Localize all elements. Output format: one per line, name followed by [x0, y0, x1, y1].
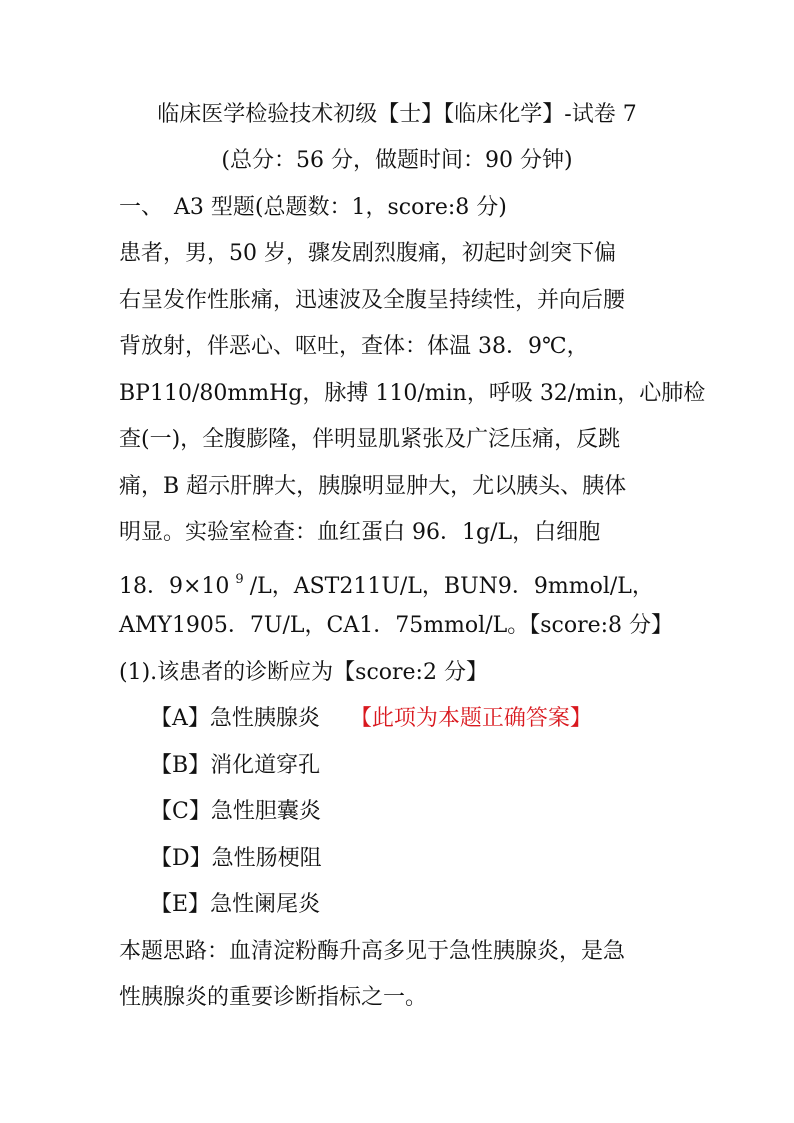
case-line: BP110/80mmHg，脉搏 110/min，呼吸 32/min，心肺检 [119, 381, 706, 406]
option-key: 【A】 [150, 706, 210, 731]
option-key: 【B】 [150, 753, 211, 778]
case-line: 患者，男，50 岁，骤发剧烈腹痛，初起时剑突下偏 [119, 241, 616, 266]
explanation-line: 本题思路：血清淀粉酶升高多见于急性胰腺炎，是急 [119, 939, 626, 964]
wbc-prefix: 18．9×10 [119, 574, 230, 599]
case-line-wbc [119, 564, 679, 603]
wbc-exponent: 9 [235, 572, 244, 587]
option-key: 【D】 [150, 846, 212, 871]
option-text: 消化道穿孔 [210, 753, 321, 778]
option-key: 【E】 [150, 892, 211, 917]
option-e [150, 889, 710, 921]
option-a [150, 703, 710, 735]
option-c [150, 796, 710, 828]
case-line: 明显。实验室检查：血红蛋白 96．1g/L，白细胞 [119, 520, 601, 545]
case-line: 背放射，伴恶心、呕吐，查体：体温 38．9℃， [119, 334, 589, 359]
case-line: 痛，B 超示肝脾大，胰腺明显肿大，尤以胰头、胰体 [119, 474, 627, 499]
option-b [150, 750, 710, 782]
option-text: 急性胆囊炎 [210, 799, 321, 824]
wbc-suffix: /L，AST211U/L，BUN9．9mmol/L， [249, 574, 654, 599]
option-d [150, 843, 710, 875]
correct-answer-mark: 【此项为本题正确答案】 [349, 706, 592, 731]
option-text: 急性胰腺炎 [209, 706, 320, 731]
exam-title: 临床医学检验技术初级【士】【临床化学】-试卷 7 [157, 102, 637, 127]
case-line: 右呈发作性胀痛，迅速波及全腹呈持续性，并向后腰 [119, 288, 626, 313]
option-text: 急性阑尾炎 [210, 892, 321, 917]
case-line: AMY1905．7U/L，CA1．75mmol/L。【score:8 分】 [119, 613, 674, 638]
section-heading: 一、 A3 型题(总题数：1，score:8 分) [119, 195, 507, 220]
exam-meta: (总分：56 分，做题时间：90 分钟) [221, 148, 573, 173]
question-stem: (1).该患者的诊断应为【score:2 分】 [119, 660, 488, 685]
option-key: 【C】 [150, 799, 211, 824]
option-text: 急性肠梗阻 [211, 846, 322, 871]
case-line: 查(一)，全腹膨隆，伴明显肌紧张及广泛压痛，反跳 [119, 427, 621, 452]
explanation-line: 性胰腺炎的重要诊断指标之一。 [119, 985, 428, 1010]
